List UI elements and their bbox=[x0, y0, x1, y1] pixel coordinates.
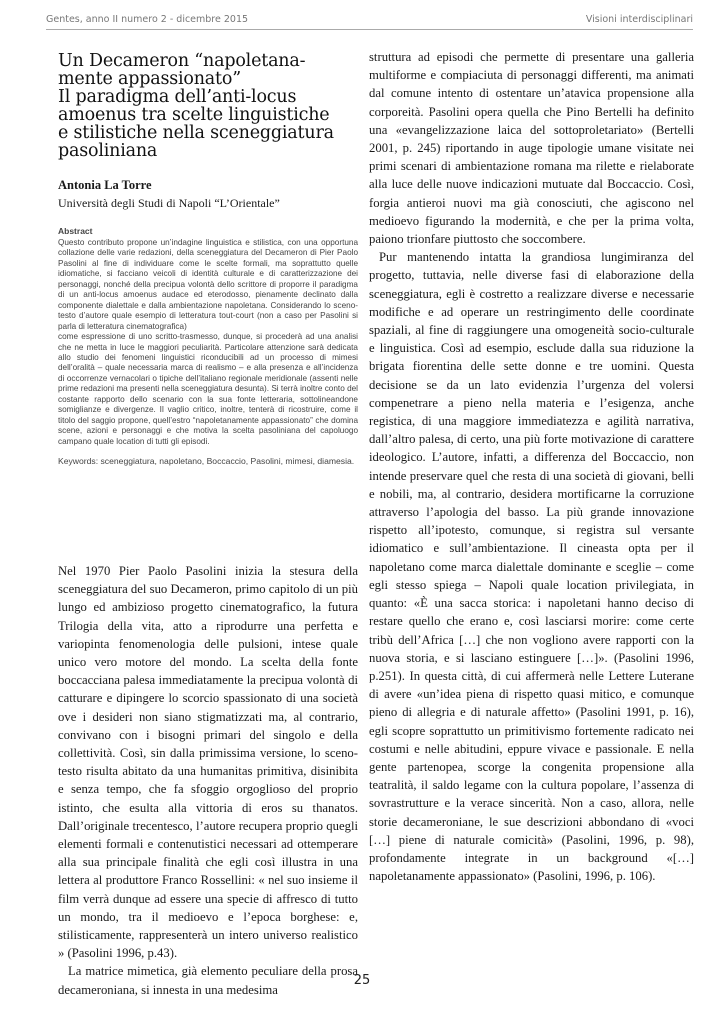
abstract-paragraph: come espressione di uno scritto-trasmesso, dunque, si procederà ad una analisi che ne metta in luce le maggiori peculiarità. Particolare attenzione sarà dedicata allo studio dei fenomeni linguistici riconducibili ad un processo di mimesi dell’oralità – quale necessaria marca di realismo – e alla presenza e all’incidenza di occorrenze vernacolari o tipiche dell’italiano regionale meridionale (assenti nelle prime redazioni ma presenti nella sceneggiatura desunta). Si terrà inoltre conto del costante rapporto dello scenario con la sua fonte letteraria, sottolineandone somiglianze e divergenze. Il vaglio critico, inoltre, tenterà di ricostruire, come il titolo del saggio propone, quell’estro “napoletanamente appassionato” che domina scene, azioni e personaggi e che motiva la scelta pasoliniana del capoluogo campano quale location di tutti gli episodi. bbox=[58, 332, 358, 446]
keywords: Keywords: sceneggiatura, napoletano, Boccaccio, Pasolini, mimesi, diamesia. bbox=[58, 456, 355, 467]
page-number: 25 bbox=[353, 973, 371, 988]
body-paragraph: struttura ad episodi che permette di presentare una galleria multiforme e compiaciuta di personaggi differenti, ma animati dal comune intento di ostentare un’atavica propensione alla corporeità. Pasolini opera quella che Pino Bertelli ha definito una «evangelizzazione laica del sottoproletariato» (Bertelli 2001, p. 245) riportando in auge tipologie umane visitate nei primi scenari di ambientazione romana ma rilette e rielaborate alla luce delle nuove indicazioni mutuate dal Boccaccio. Così, forgia antieroi nuovi ma già conosciuti, che agiscono nel medioevo figurando la modernità, e che per la prima volta, paiono trionfare piuttosto che soccombere. bbox=[369, 50, 694, 247]
body-text-left bbox=[58, 562, 358, 999]
author-affiliation: Università degli Studi di Napoli “L’Orientale” bbox=[58, 196, 280, 210]
title-line: e stilistiche nella sceneggiatura bbox=[58, 123, 334, 143]
journal-issue-label: Gentes, anno II numero 2 - dicembre 2015 bbox=[46, 14, 249, 25]
title-line: Un Decameron “napoletana- bbox=[58, 51, 306, 71]
author-name: Antonia La Torre bbox=[58, 178, 152, 192]
running-header bbox=[46, 11, 693, 30]
title-line: amoenus tra scelte linguistiche bbox=[58, 105, 330, 125]
body-text-right bbox=[369, 48, 694, 885]
body-paragraph: Pur mantenendo intatta la grandiosa lungimiranza del progetto, tuttavia, nelle diverse fasi di elaborazione della sceneggiatura, egli è costretto a realizzare diverse e necessarie modifiche e ad operare un restringimento delle coordinate spaziali, al fine di raggiungere una omogeneità socio-culturale e linguistica. Così ad esempio, esclude dalla sua riduzione la brigata fiorentina delle sette donne e tre uomini. Questa decisione se da un lato evidenzia l’urgenza del volersi compenetrare a pieno nella materia e l’esigenza, anche registica, di una maggiore immediatezza e agilità narrativa, dall’altro palesa, di certo, una più forte motivazione di carattere ideologico. L’autore, infatti, a differenza del Boccaccio, non intende preservare quel che resta di una società di giovani, belli e nobili, ma, al contrario, desidera mortificarne la corruzione attraverso l’apologia del basso. La più grande innovazione rispetto all’ipotesto, comunque, si registra sul versante idiomatico e sull’ambientazione. Il cineasta opta per il napoletano come marca dialettale dominante e sceglie – come egli stesso spiega – Napoli quale location privilegiata, in quanto: «È una sacca storica: i napoletani hanno deciso di restare quello che erano e, così lasciarsi morire: come certe tribù dell’Africa […] che non vogliono avere rapporti con la nuova storia, e si lasciano estinguere […]». (Pasolini 1996, p.251). In questa città, di cui affermerà nelle Lettere Luterane di avere «un’idea piena di rispetto quasi mitico, e comunque pieno di allegria e di naturale affetto» (Pasolini 1991, p. 16), egli scopre soprattutto un primitivismo fortemente radicato nei costumi e nelle abitudini, eppure vivace e passionale. E nella gente partenopea, scorge la congenita propensione alla teatralità, il saldo legame con la cultura popolare, l’assenza di sovrastrutture e la verace sincerità. Non a caso, allora, nelle storie decameroniane, le sue descrizioni abbondano di «voci […] piene di naturale comicità» (Pasolini, 1996, p. 98), profondamente integrate in un background «[…] napoletanamente appassionato» (Pasolini, 1996, p. 106). bbox=[369, 250, 694, 884]
abstract-heading: Abstract bbox=[58, 226, 93, 236]
body-paragraph: Nel 1970 Pier Paolo Pasolini inizia la stesura della sceneggiatura del suo Decameron, primo capitolo di un più lungo ed ambizioso progetto cinematografico, la futura Trilogia della vita, atto a riprodurre una perfetta e variopinta fenomenologia delle pulsioni, intese quale unico vero motore del mondo. La scelta della fonte boccacciana palesa immediatamente la precipua volontà di catturare e dipingere lo scorcio spassionato di una società ove i desideri non siano stigmatizzati ma, al contrario, convivano con i bisogni primari del singolo e della collettività. Così, sin dalla primissima versione, lo sceno-testo risulta abitato da una humanitas primitiva, disinibita e senza tempo, che fa sfoggio orgoglioso del proprio istinto, che esulta alla vittoria di eros su thanatos. Dall’originale trecentesco, l’autore recupera proprio quegli elementi formali e contenutistici necessari ad ottemperare alla sua principale finalità che egli così illustra in una lettera al produttore Franco Rossellini: « nel suo insieme il film verrà dunque ad essere una specie di affresco di tutto un mondo, tra il medioevo e l’epoca borghese: e, stilisticamente, rappresenterà un intero universo realistico » (Pasolini 1996, p.43). bbox=[58, 564, 358, 961]
article-title bbox=[58, 52, 358, 160]
title-line: mente appassionato” bbox=[58, 69, 241, 89]
section-label: Visioni interdisciplinari bbox=[585, 14, 693, 25]
abstract-paragraph: Questo contributo propone un’indagine linguistica e stilistica, con una opportuna collazione delle varie redazioni, della sceneggiatura del Decameron di Pier Paolo Pasolini al fine di individuare come le scelte formali, ma soprattutto quelle idiomatiche, si facciano veicoli di identità culturale e di caratterizzazione dei personaggi, nonché della precipua volontà dello scrittore di proporre il paradigma di un anti-locus amoenus audace ed eterodosso, pienamente declinato dalla componente dialettale e dalla ambientazione napoletana. Considerando lo sceno-testo d’autore quale esempio di letteratura tout-court (non a caso per Pasolini si parla di letteratura cinematografica) bbox=[58, 238, 358, 331]
abstract-text bbox=[58, 238, 358, 447]
title-line: pasoliniana bbox=[58, 141, 158, 161]
body-paragraph: La matrice mimetica, già elemento peculiare della prosa decameroniana, si innesta in una medesima bbox=[58, 964, 358, 997]
title-line: Il paradigma dell’anti-locus bbox=[58, 87, 297, 107]
left-column bbox=[58, 44, 358, 997]
